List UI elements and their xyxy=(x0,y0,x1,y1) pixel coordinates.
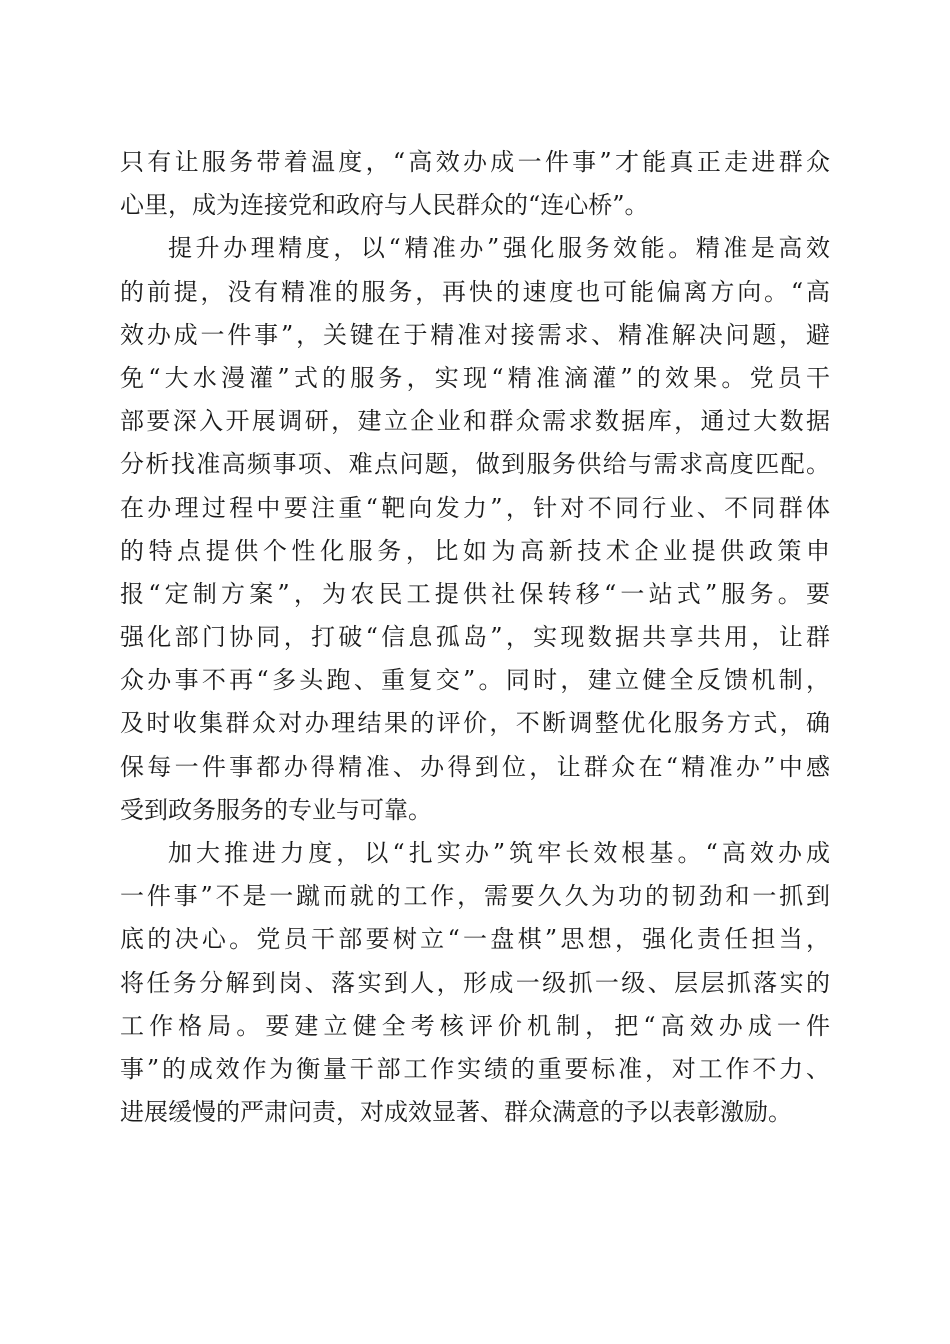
paragraph-line: 加大推进力度，以“扎实办”筑牢长效根基。“高效办成 xyxy=(168,839,830,867)
paragraph-line: 一件事”不是一蹴而就的工作，需要久久为功的韧劲和一抓到 xyxy=(120,882,830,911)
paragraph-line: 众办事不再“多头跑、重复交”。同时，建立健全反馈机制， xyxy=(120,666,830,695)
paragraph-line: 分析找准高频事项、难点问题，做到服务供给与需求高度匹配。 xyxy=(120,450,830,479)
paragraph-line: 免“大水漫灌”式的服务，实现“精准滴灌”的效果。党员干 xyxy=(120,363,830,392)
paragraph-line: 在办理过程中要注重“靶向发力”，针对不同行业、不同群体 xyxy=(120,493,830,522)
paragraph-line: 效办成一件事”，关键在于精准对接需求、精准解决问题，避 xyxy=(120,320,830,349)
paragraph-line: 受到政务服务的专业与可靠。 xyxy=(120,795,432,824)
paragraph-line: 的前提，没有精准的服务，再快的速度也可能偏离方向。“高 xyxy=(120,277,830,306)
paragraph-line: 部要深入开展调研，建立企业和群众需求数据库，通过大数据 xyxy=(120,407,830,436)
paragraph-line: 报“定制方案”，为农民工提供社保转移“一站式”服务。要 xyxy=(120,579,830,608)
paragraph-line: 及时收集群众对办理结果的评价，不断调整优化服务方式，确 xyxy=(120,709,830,738)
paragraph-2 xyxy=(120,227,830,832)
paragraph-3 xyxy=(120,832,830,1134)
document-body xyxy=(120,141,830,1134)
paragraph-line: 强化部门协同，打破“信息孤岛”，实现数据共享共用，让群 xyxy=(120,623,830,652)
paragraph-line: 事”的成效作为衡量干部工作实绩的重要标准，对工作不力、 xyxy=(120,1054,830,1083)
paragraph-line: 底的决心。党员干部要树立“一盘棋”思想，强化责任担当， xyxy=(120,925,830,954)
paragraph-line: 的特点提供个性化服务，比如为高新技术企业提供政策申 xyxy=(120,536,830,565)
paragraph-line: 进展缓慢的严肃问责，对成效显著、群众满意的予以表彰激励。 xyxy=(120,1098,792,1127)
paragraph-line: 保每一件事都办得精准、办得到位，让群众在“精准办”中感 xyxy=(120,752,830,781)
paragraph-line: 提升办理精度，以“精准办”强化服务效能。精准是高效 xyxy=(168,234,830,263)
paragraph-line: 工作格局。要建立健全考核评价机制，把“高效办成一件 xyxy=(120,1011,830,1040)
paragraph-line: 将任务分解到岗、落实到人，形成一级抓一级、层层抓落实的 xyxy=(120,968,830,997)
paragraph-1 xyxy=(120,141,830,227)
paragraph-line: 心里，成为连接党和政府与人民群众的“连心桥”。 xyxy=(120,191,649,220)
paragraph-line: 只有让服务带着温度，“高效办成一件事”才能真正走进群众 xyxy=(120,148,830,176)
